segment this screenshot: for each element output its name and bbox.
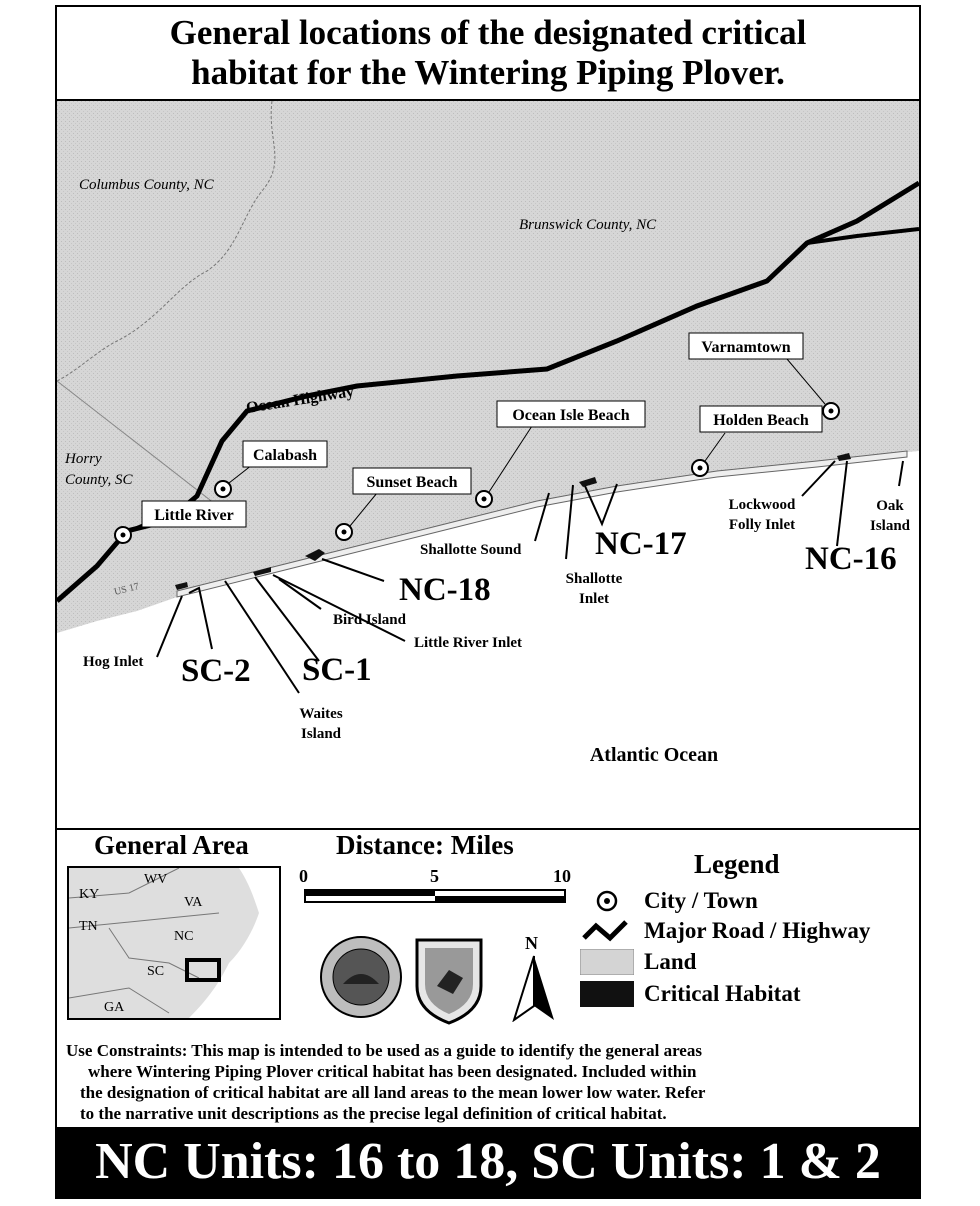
constraints-line-3: the designation of critical habitat are all land areas to the mean lower low water. Refer (80, 1083, 706, 1102)
constraints-line-2: where Wintering Piping Plover critical habitat has been designated. Included within (88, 1062, 697, 1081)
unit-label-nc18: NC-18 (399, 572, 491, 608)
general-area-heading: General Area (94, 830, 249, 860)
label-waites-1: Waites (299, 706, 343, 722)
road-icon (580, 918, 634, 944)
scale-tick-0: 0 (299, 866, 308, 886)
scale-bar (304, 889, 566, 903)
city-town-icon (580, 888, 634, 914)
title-line-1: General locations of the designated critical (169, 13, 807, 52)
label-horry-1: Horry (65, 451, 102, 467)
constraints-line-1: Use Constraints: This map is intended to be used as a guide to identify the general areas (66, 1041, 702, 1060)
label-shallotte-inlet-2: Inlet (579, 591, 609, 607)
doi-seal-icon (318, 934, 404, 1020)
use-constraints (66, 1040, 912, 1124)
legend-heading: Legend (694, 849, 780, 879)
label-horry-2: County, SC (65, 472, 133, 488)
title-line-2: habitat for the Wintering Piping Plover. (191, 53, 785, 92)
constraints-line-4: to the narrative unit descriptions as the precise legal definition of critical habitat. (80, 1104, 667, 1123)
unit-label-nc17: NC-17 (595, 526, 687, 562)
units-banner: NC Units: 16 to 18, SC Units: 1 & 2 (57, 1127, 919, 1197)
state-ky: KY (79, 887, 100, 902)
label-calabash: Calabash (252, 447, 318, 464)
label-hog-inlet: Hog Inlet (83, 654, 144, 670)
label-shallotte-sound: Shallotte Sound (420, 542, 522, 558)
label-brunswick-county: Brunswick County, NC (519, 217, 657, 233)
general-area-inset (67, 866, 281, 1020)
habitat-swatch (580, 981, 634, 1007)
distance-heading: Distance: Miles (336, 830, 514, 860)
legend-habitat-label: Critical Habitat (644, 981, 801, 1006)
north-arrow-icon (512, 954, 556, 1022)
label-atlantic-ocean: Atlantic Ocean (589, 744, 719, 766)
state-sc: SC (147, 964, 165, 979)
label-little-river-inlet: Little River Inlet (414, 635, 523, 651)
label-ocean-highway: Ocean Highway (244, 383, 356, 417)
legend-land-label: Land (644, 949, 697, 974)
label-holden-beach: Holden Beach (713, 412, 809, 429)
label-waites-2: Island (300, 726, 342, 742)
state-va: VA (184, 895, 203, 910)
unit-label-sc1: SC-1 (302, 652, 372, 688)
land-swatch (580, 949, 634, 975)
label-ocean-isle-beach: Ocean Isle Beach (512, 407, 630, 424)
label-oak-1: Oak (876, 498, 904, 514)
fws-shield-icon (413, 936, 485, 1026)
map-title (55, 5, 921, 101)
legend-road-label: Major Road / Highway (644, 918, 871, 943)
label-oak-2: Island (869, 518, 911, 534)
scale-tick-5: 5 (430, 866, 439, 886)
state-tn: TN (79, 919, 98, 934)
north-label: N (525, 933, 538, 953)
unit-label-sc2: SC-2 (181, 653, 251, 689)
label-lockwood-2: Folly Inlet (728, 517, 796, 533)
state-nc: NC (174, 929, 194, 944)
unit-label-nc16: NC-16 (805, 541, 897, 577)
main-map (57, 101, 919, 828)
label-shallotte-inlet-1: Shallotte (565, 571, 623, 587)
label-columbus-county: Columbus County, NC (79, 177, 214, 193)
legend-city-label: City / Town (644, 888, 758, 913)
label-little-river: Little River (154, 507, 234, 524)
label-bird-island: Bird Island (333, 612, 406, 628)
label-road-marker: US 17 (113, 581, 141, 598)
state-wv: WV (144, 872, 168, 887)
label-sunset-beach: Sunset Beach (366, 474, 458, 491)
state-ga: GA (104, 1000, 125, 1015)
scale-tick-10: 10 (553, 866, 571, 886)
label-lockwood-1: Lockwood (728, 497, 796, 513)
label-varnamtown: Varnamtown (701, 339, 791, 356)
